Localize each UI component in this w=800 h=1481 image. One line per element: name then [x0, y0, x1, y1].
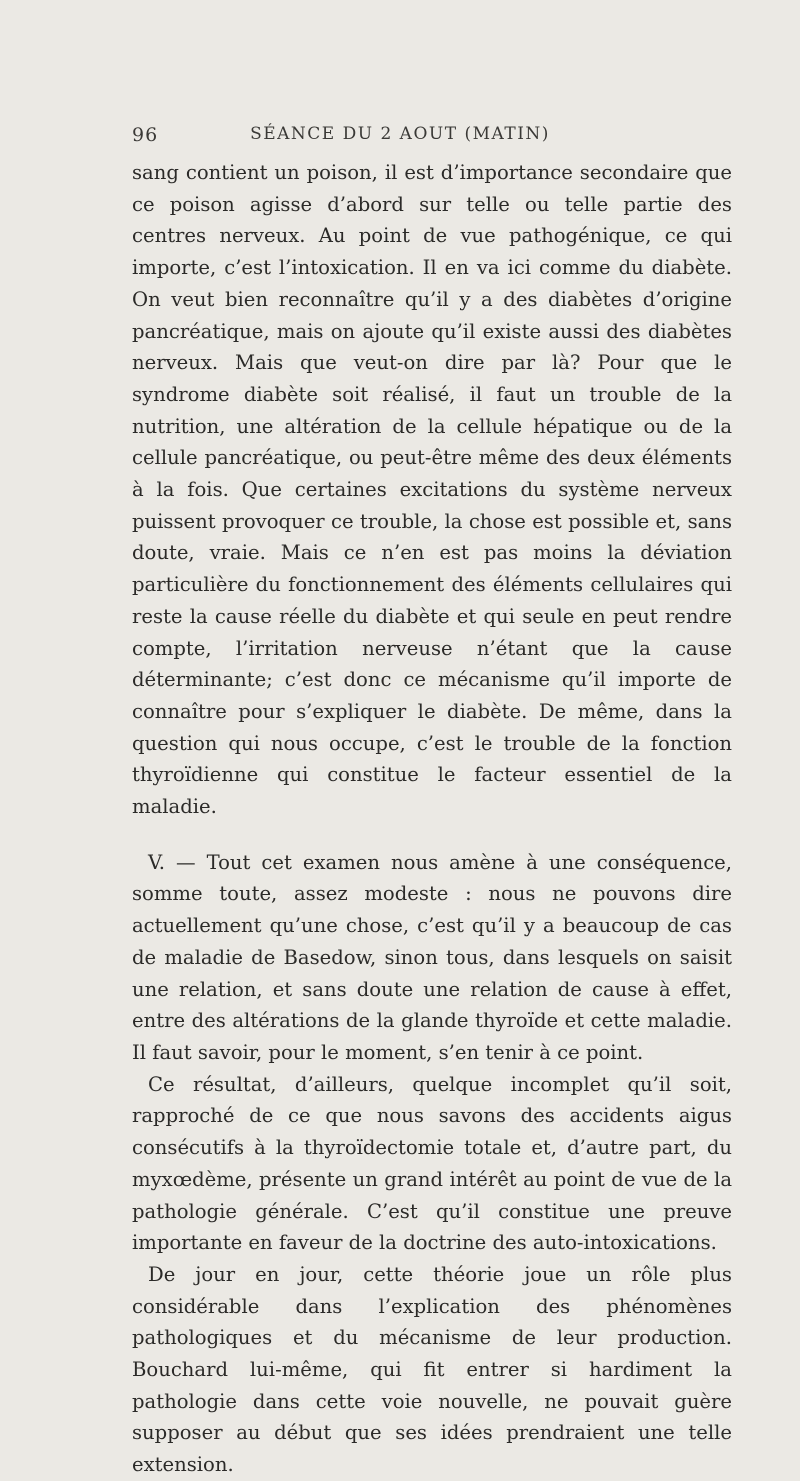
paragraph-continuation: sang contient un poison, il est d’importance secondaire que ce poison agisse d’abord sur telle ou telle partie des centres nerveux. Au point de vue pathogénique, ce qui importe, c’est l’intoxication. Il en va ici comme du diabète. On veut bien reconnaître qu’il y a des diabètes d’origine pancréatique, mais on ajoute qu’il existe aussi des diabètes nerveux. Mais que veut-on dire par là? Pour que le syndrome diabète soit réalisé, il faut un trouble de la nutrition, une altération de la cellule hépatique ou de la cellule pancréatique, ou peut-être même des deux éléments à la fois. Que certaines excitations du système nerveux puissent provoquer ce trouble, la chose est possible et, sans doute, vraie. Mais ce n’en est pas moins la déviation particulière du fonctionnement des éléments cellulaires qui reste la cause réelle du diabète et qui seule en peut rendre compte, l’irritation nerveuse n’étant que la cause déterminante; c’est donc ce mécanisme qu’il importe de connaître pour s’expliquer le diabète. De même, dans la question qui nous occupe, c’est le trouble de la fonction thyroïdienne qui constitue le facteur essentiel de la maladie. [132, 161, 732, 819]
paragraph-resultat: Ce résultat, d’ailleurs, quelque incomplet qu’il soit, rapproché de ce que nous savons des accidents aigus consécutifs à la thyroïdectomie totale et, d’autre part, du myxœdème, présente un grand intérêt au point de vue de la pathologie générale. C’est qu’il constitue une preuve importante en faveur de la doctrine des auto-intoxications. [132, 1072, 732, 1255]
page-number: 96 [132, 124, 159, 146]
body-text [132, 157, 732, 1481]
paragraph-de-jour-en-jour: De jour en jour, cette théorie joue un rôle plus considérable dans l’explication des phénomènes pathologiques et du mécanisme de leur production. Bouchard lui-même, qui fit entrer si hardiment la pathologie dans cette voie nouvelle, ne pouvait guère supposer au début que ses idées prendraient une telle extension. [132, 1262, 732, 1477]
running-title: SÉANCE DU 2 AOUT (MATIN) [250, 124, 550, 144]
paragraph-section-v: V. — Tout cet examen nous amène à une conséquence, somme toute, assez modeste : nous ne pouvons dire actuellement qu’une chose, c’est qu’il y a beaucoup de cas de maladie de Basedow, sinon tous, dans lesquels on saisit une relation, et sans doute une relation de cause à effet, entre des altérations de la glande thyroïde et cette maladie. Il faut savoir, pour le moment, s’en tenir à ce point. [132, 850, 732, 1064]
page-header [0, 124, 800, 148]
